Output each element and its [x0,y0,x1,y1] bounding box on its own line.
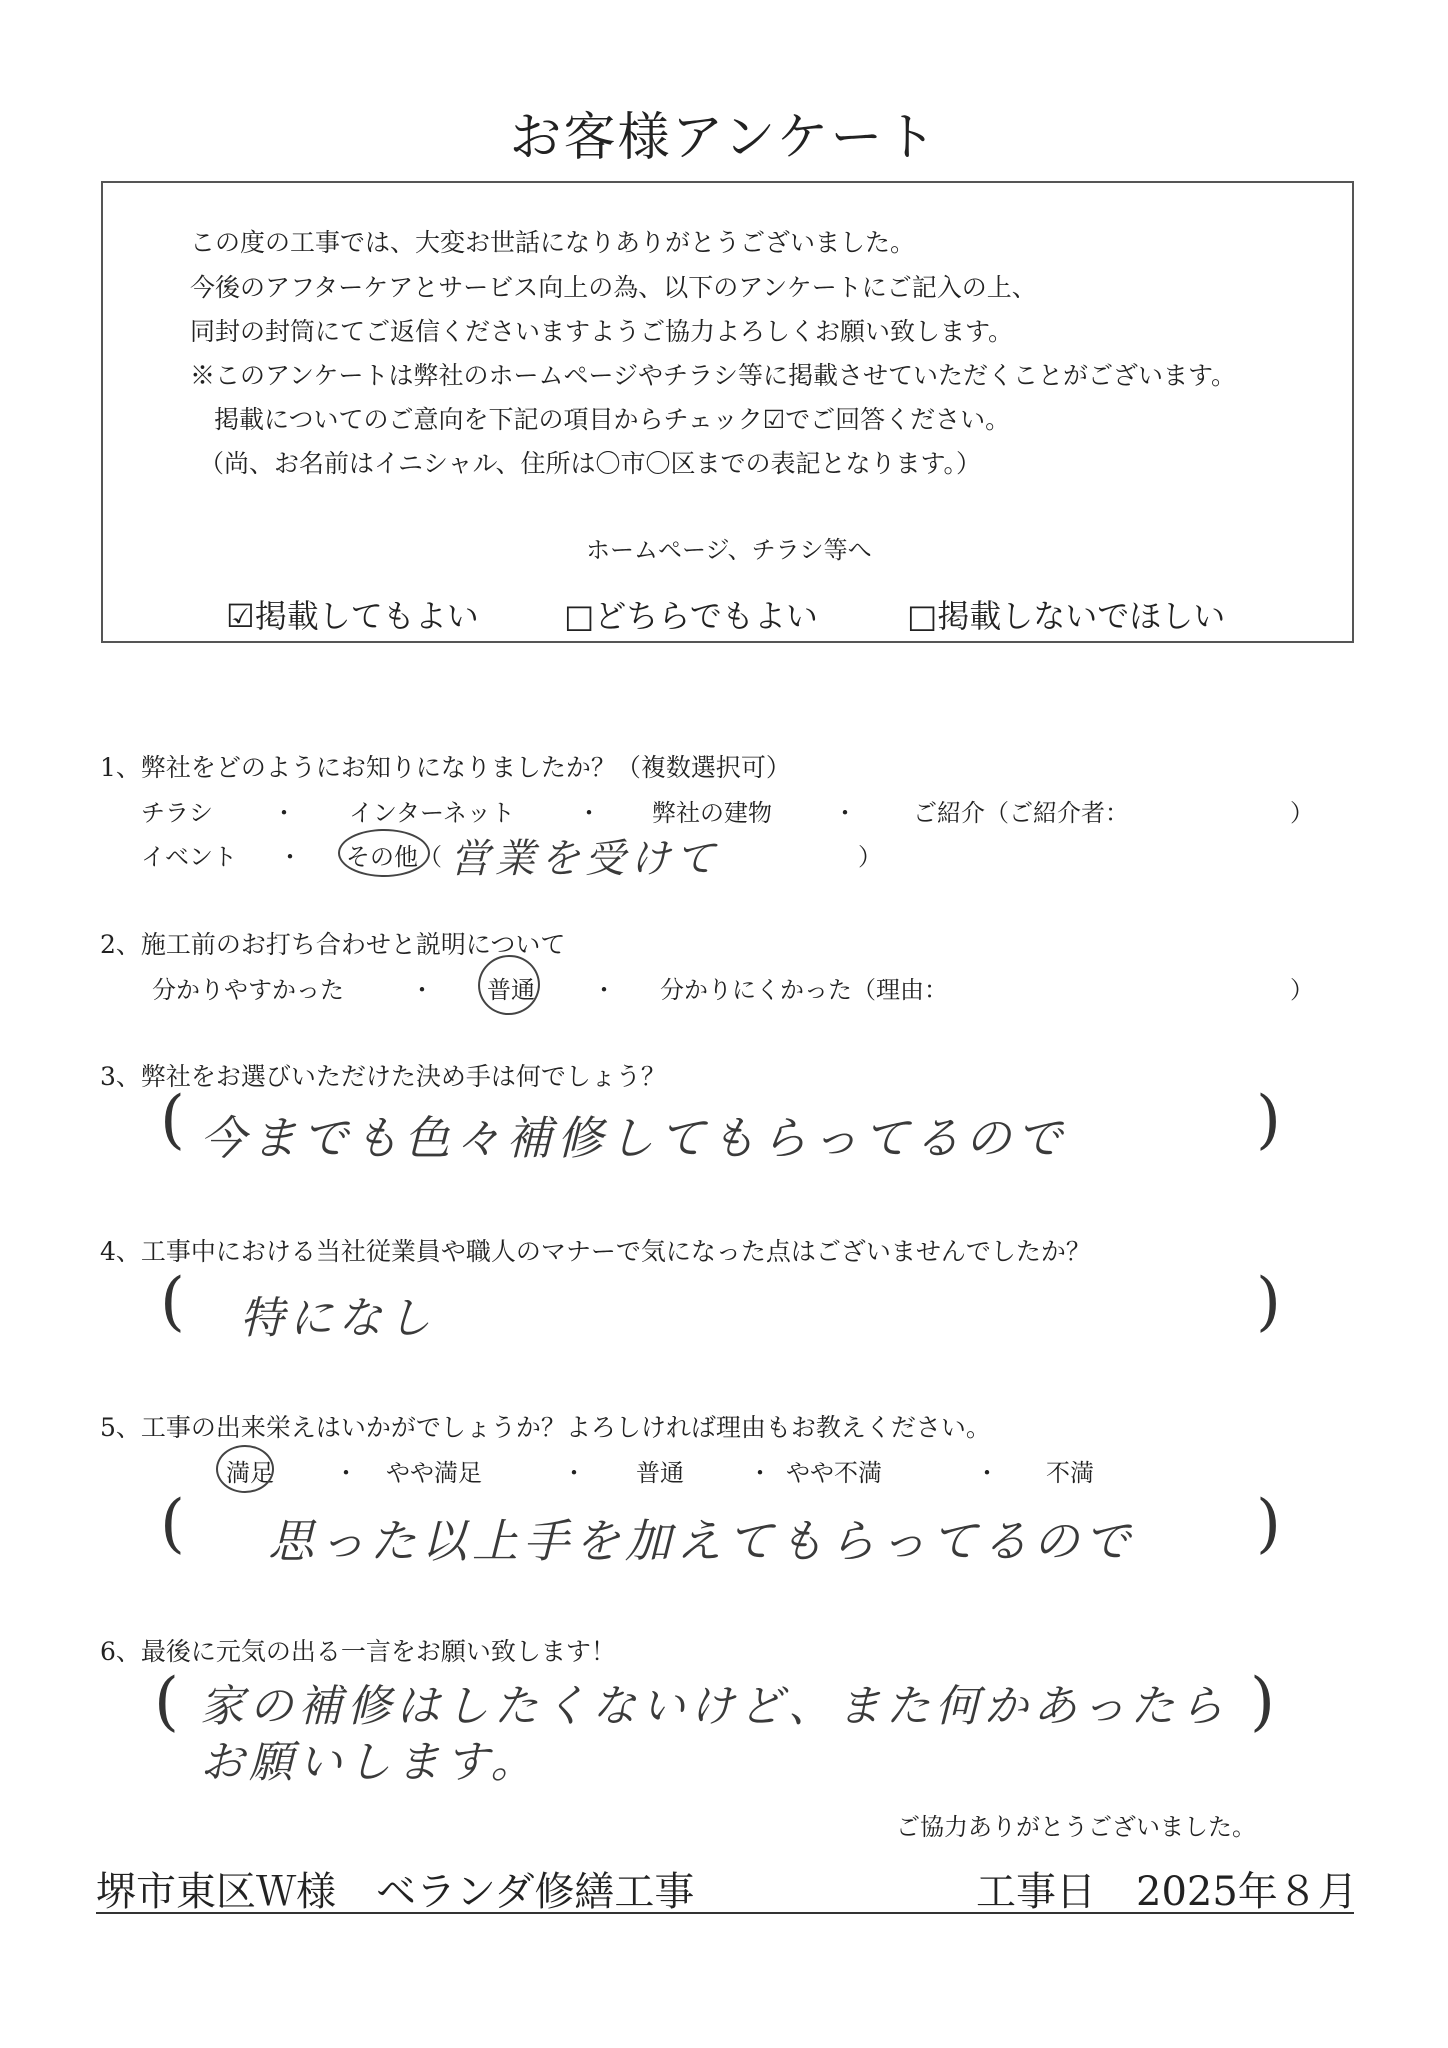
q2-option-unclear[interactable]: 分かりにくかった（理由： [660,976,948,1004]
q5-sep: ・ [748,1459,772,1487]
q5-option-somewhat-satisfied[interactable]: やや満足 [386,1459,482,1487]
q1-title: 1、弊社をどのようにお知りになりましたか？（複数選択可） [100,753,791,782]
q5-option-somewhat-dissatisfied[interactable]: やや不満 [786,1459,882,1487]
q6-answer-line-2: お願いします。 [200,1737,540,1788]
q5-answer: 思った以上手を加えてもらってるので [268,1514,1135,1568]
q1-option-event[interactable]: イベント [141,843,237,871]
q5-option-dissatisfied[interactable]: 不満 [1046,1459,1094,1487]
q1-sep: ・ [278,843,302,871]
q2-title: 2、施工前のお打ち合わせと説明について [100,930,566,959]
q1-sep: ・ [272,799,296,827]
q4-paren-right: ) [1256,1265,1281,1339]
q6-title: 6、最後に元気の出る一言をお願い致します！ [100,1637,616,1666]
q1-selected-circle [338,829,430,877]
q1-other-close: ） [858,843,882,871]
q4-title: 4、工事中における当社従業員や職人のマナーで気になった点はございませんでしたか？ [100,1237,1091,1266]
q2-option-normal[interactable]: 普通 [487,976,535,1004]
intro-line-1: この度の工事では、大変お世話になりありがとうございました。 [190,228,916,257]
publish-label: ホームページ、チラシ等へ [586,536,872,564]
intro-line-6: （尚、お名前はイニシャル、住所は〇市〇区までの表記となります。） [199,449,982,478]
q5-sep: ・ [562,1459,586,1487]
publish-option-deny[interactable]: □掲載しないでほしい [907,597,1226,635]
q5-option-satisfied[interactable]: 満足 [226,1459,274,1487]
q2-option-clear[interactable]: 分かりやすかった [152,976,344,1004]
q6-paren-right: ) [1250,1665,1275,1739]
q6-paren-left: ( [154,1665,179,1739]
q5-title: 5、工事の出来栄えはいかがでしょうか？よろしければ理由もお教えください。 [100,1413,991,1442]
intro-line-3: 同封の封筒にてご返信くださいますようご協力よろしくお願い致します。 [190,317,1014,346]
q5-option-normal[interactable]: 普通 [636,1459,684,1487]
q1-option-referral[interactable]: ご紹介（ご紹介者： [913,799,1129,827]
intro-line-4: ※このアンケートは弊社のホームページやチラシ等に掲載させていただくことがございます。 [190,361,1237,390]
q2-close: ） [1290,976,1314,1004]
q4-answer: 特になし [240,1293,436,1344]
publish-option-either[interactable]: □どちらでもよい [564,597,818,635]
intro-line-5: 掲載についてのご意向を下記の項目からチェック☑でご回答ください。 [214,405,1011,434]
q5-paren-left: ( [160,1487,185,1561]
q3-title: 3、弊社をお選びいただけた決め手は何でしょう？ [100,1062,666,1091]
q5-selected-circle [216,1445,274,1493]
q5-paren-right: ) [1256,1487,1281,1561]
q1-option-building[interactable]: 弊社の建物 [652,799,772,827]
intro-line-2: 今後のアフターケアとサービス向上の為、以下のアンケートにご記入の上、 [190,273,1037,302]
q1-sep: ・ [833,799,857,827]
q5-sep: ・ [334,1459,358,1487]
q1-option-internet[interactable]: インターネット [349,799,515,827]
q1-answer: 営業を受けて [450,836,720,882]
closing-thanks: ご協力ありがとうございました。 [896,1813,1256,1841]
q3-paren-right: ) [1256,1083,1281,1157]
q3-paren-left: ( [160,1083,185,1157]
q1-option-flyer[interactable]: チラシ [141,799,213,827]
q3-answer: 今までも色々補修してもらってるので [200,1111,1067,1165]
footer-date: 工事日 2025年８月 [976,1869,1358,1915]
q1-referral-close: ） [1290,799,1314,827]
q5-sep: ・ [975,1459,999,1487]
footer-project: 堺市東区Ｗ様 ベランダ修繕工事 [96,1869,695,1915]
q1-option-other[interactable]: その他（ [346,843,442,871]
q4-paren-left: ( [160,1265,185,1339]
q2-sep: ・ [592,976,616,1004]
footer-underline [96,1912,1354,1914]
q6-answer-line-1: 家の補修はしたくないけど、また何かあったら [200,1681,1229,1732]
page-title: お客様アンケート [509,108,939,168]
publish-option-allow[interactable]: ☑掲載してもよい [226,597,479,635]
q1-sep: ・ [577,799,601,827]
q2-sep: ・ [410,976,434,1004]
